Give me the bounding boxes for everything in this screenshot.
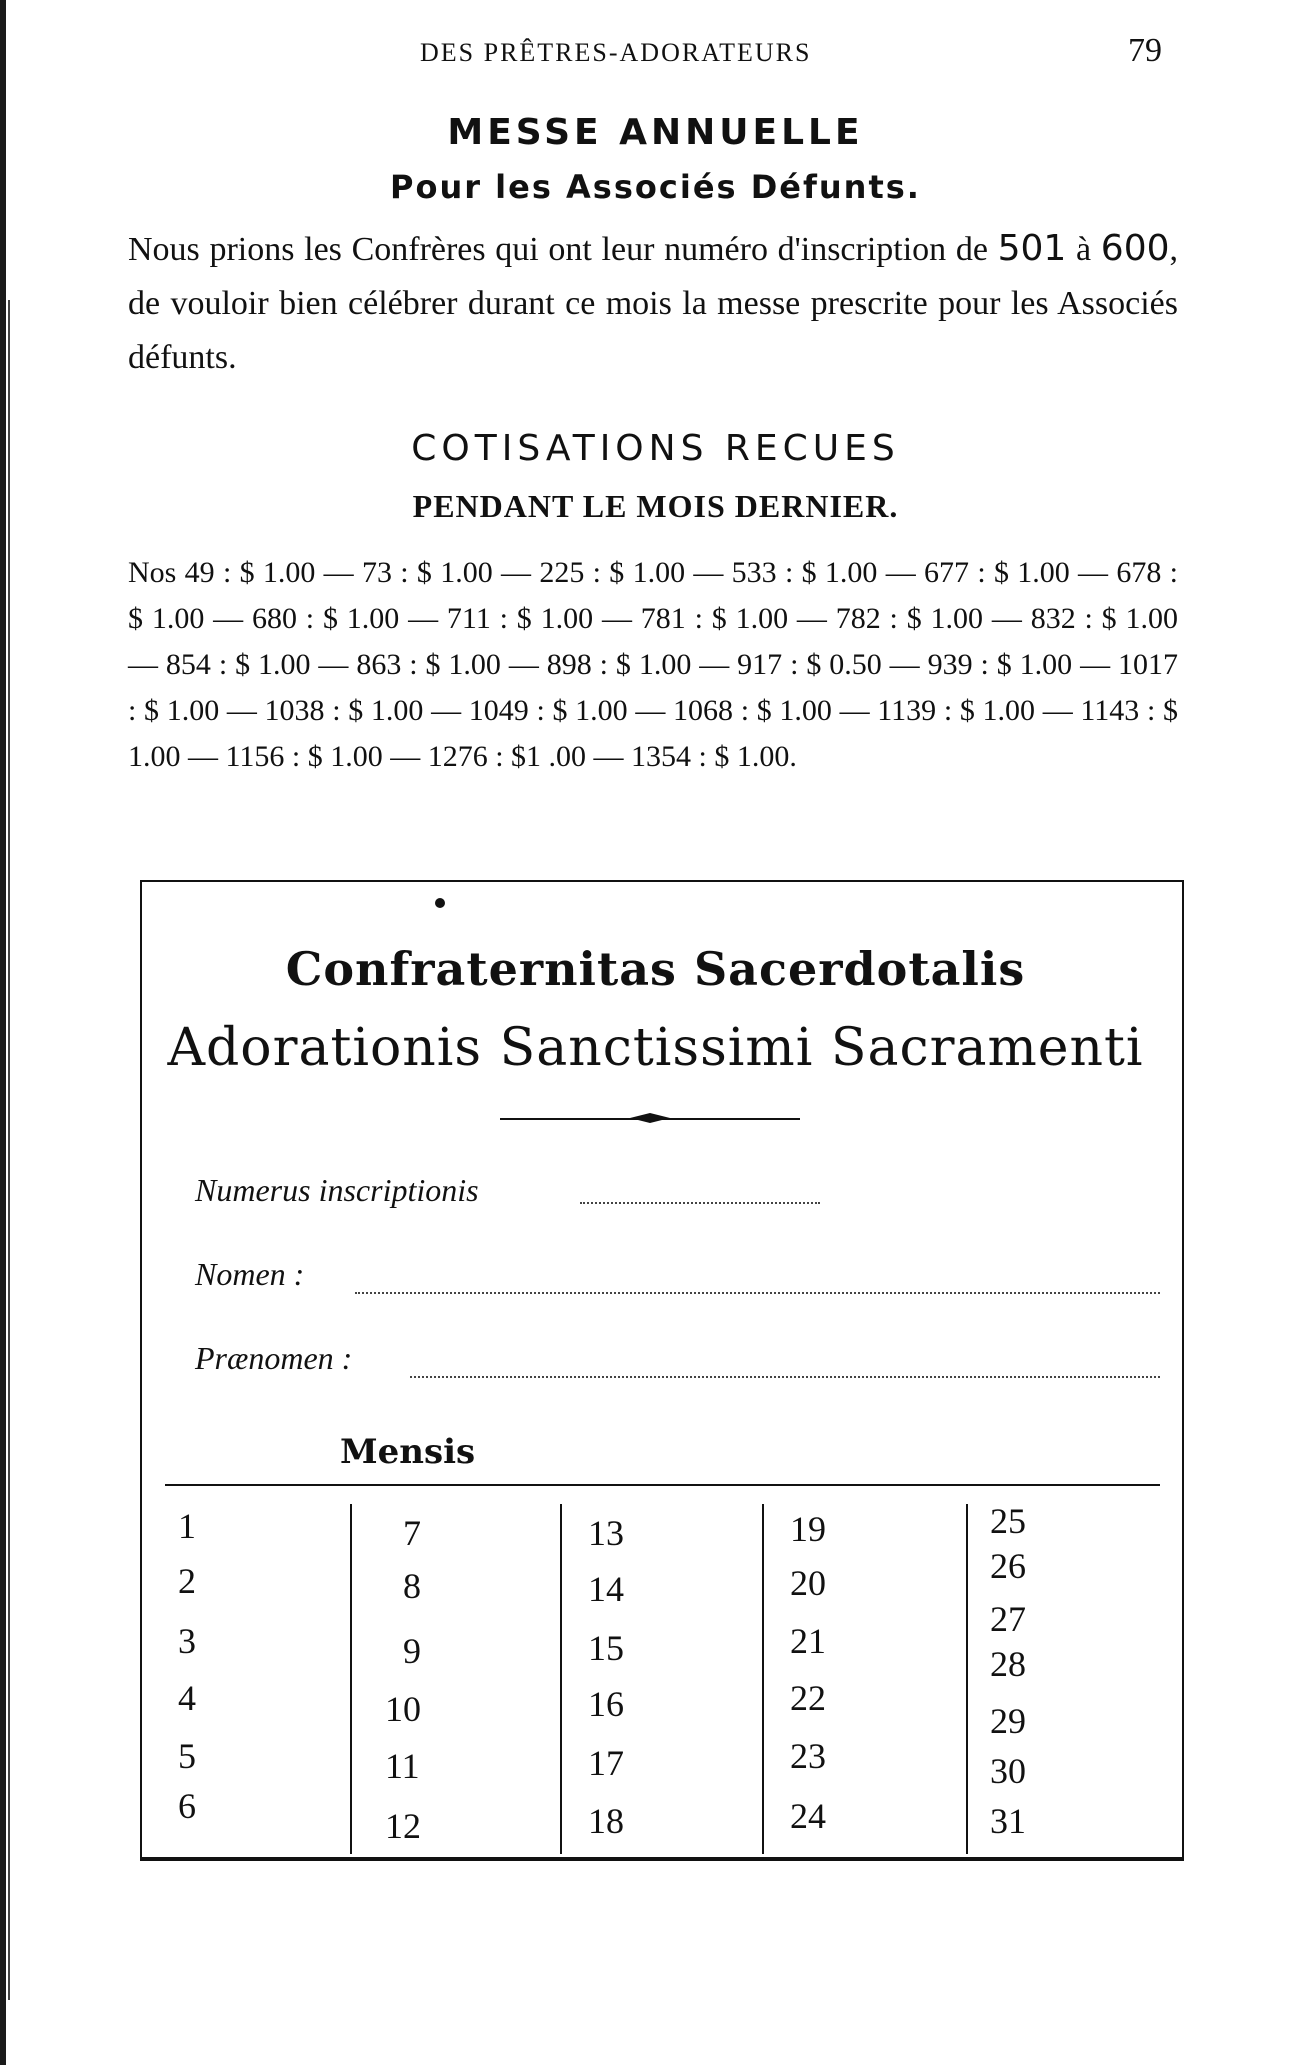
para-text-3: , de vouloir bien célébrer durant ce mois la messe prescrite pour les Associés défunts. bbox=[128, 231, 1179, 376]
bullet-mark bbox=[435, 898, 445, 908]
field-praenomen-line[interactable] bbox=[410, 1374, 1160, 1378]
day-cell[interactable]: 3 bbox=[178, 1621, 196, 1661]
column-divider bbox=[560, 1504, 562, 1854]
day-cell[interactable]: 13 bbox=[588, 1513, 624, 1553]
day-cell[interactable]: 5 bbox=[178, 1736, 196, 1776]
day-cell[interactable]: 18 bbox=[588, 1801, 624, 1841]
messe-paragraph bbox=[128, 222, 1178, 385]
mensis-label: Mensis bbox=[340, 1432, 476, 1472]
column-divider bbox=[966, 1504, 968, 1854]
form-title-line1: Confraternitas Sacerdotalis bbox=[285, 942, 1026, 996]
binding-shadow bbox=[8, 300, 10, 2000]
field-praenomen-label: Prænomen : bbox=[195, 1340, 353, 1376]
field-nomen-line[interactable] bbox=[355, 1290, 1160, 1294]
day-cell[interactable]: 8 bbox=[403, 1566, 421, 1606]
day-cell[interactable]: 15 bbox=[588, 1628, 624, 1668]
day-cell[interactable]: 6 bbox=[178, 1786, 196, 1826]
column-divider bbox=[350, 1504, 352, 1854]
day-cell[interactable]: 9 bbox=[403, 1631, 421, 1671]
day-cell[interactable]: 17 bbox=[588, 1743, 624, 1783]
cotisations-list: Nos 49 : $ 1.00 — 73 : $ 1.00 — 225 : $ 1.00 — 533 : $ 1.00 — 677 : $ 1.00 — 678 : $ 1.00 — 680 : $ 1.00 — 711 : $ 1.00 — 781 : $ 1.00 — 782 : $ 1.00 — 832 : $ 1.00 — 854 : $ 1.00 — 863 : $ 1.00 — 898 : $ 1.00 — 917 : $ 0.50 — 939 : $ 1.00 — 1017 : $ 1.00 — 1038 : $ 1.00 — 1049 : $ 1.00 — 1068 : $ 1.00 — 1139 : $ 1.00 — 1143 : $ 1.00 — 1156 : $ 1.00 — 1276 : $1 .00 — 1354 : $ 1.00. bbox=[128, 556, 1178, 773]
field-numerus-label: Numerus inscriptionis bbox=[195, 1172, 479, 1208]
cotisations-title: COTISATIONS RECUES bbox=[411, 428, 900, 469]
day-cell[interactable]: 23 bbox=[790, 1736, 826, 1776]
para-text-1: Nous prions les Confrères qui ont leur numéro d'inscription de bbox=[128, 231, 998, 268]
day-cell[interactable]: 26 bbox=[990, 1546, 1026, 1586]
running-head: DES PRÊTRES-ADORATEURS bbox=[420, 38, 812, 67]
field-nomen-label: Nomen : bbox=[195, 1256, 305, 1292]
day-cell[interactable]: 11 bbox=[385, 1746, 420, 1786]
day-cell[interactable]: 29 bbox=[990, 1701, 1026, 1741]
cotisations-subtitle: PENDANT LE MOIS DERNIER. bbox=[412, 488, 899, 524]
day-cell[interactable]: 12 bbox=[385, 1806, 421, 1846]
day-cell[interactable]: 27 bbox=[990, 1599, 1026, 1639]
day-cell[interactable]: 22 bbox=[790, 1678, 826, 1718]
day-cell[interactable]: 2 bbox=[178, 1561, 196, 1601]
days-table-rule bbox=[165, 1484, 1160, 1486]
day-cell[interactable]: 25 bbox=[990, 1501, 1026, 1541]
column-divider bbox=[762, 1504, 764, 1854]
page-number: 79 bbox=[1128, 32, 1162, 69]
messe-subtitle: Pour les Associés Défunts. bbox=[390, 168, 921, 206]
day-cell[interactable]: 14 bbox=[588, 1569, 624, 1609]
para-text-2: à bbox=[1066, 231, 1101, 268]
day-cell[interactable]: 20 bbox=[790, 1563, 826, 1603]
num-to: 600 bbox=[1100, 228, 1170, 269]
day-cell[interactable]: 4 bbox=[178, 1678, 196, 1718]
day-cell[interactable]: 24 bbox=[790, 1796, 826, 1836]
day-cell[interactable]: 30 bbox=[990, 1751, 1026, 1791]
day-cell[interactable]: 10 bbox=[385, 1689, 421, 1729]
messe-title: MESSE ANNUELLE bbox=[447, 112, 864, 153]
field-numerus-line[interactable] bbox=[580, 1200, 820, 1204]
day-cell[interactable]: 21 bbox=[790, 1621, 826, 1661]
rule-ornament-icon bbox=[630, 1112, 670, 1124]
num-from: 501 bbox=[997, 228, 1067, 269]
day-cell[interactable]: 19 bbox=[790, 1509, 826, 1549]
day-cell[interactable]: 7 bbox=[403, 1513, 421, 1553]
day-cell[interactable]: 1 bbox=[178, 1506, 196, 1546]
day-cell[interactable]: 16 bbox=[588, 1684, 624, 1724]
day-cell[interactable]: 28 bbox=[990, 1644, 1026, 1684]
form-title-line2: Adorationis Sanctissimi Sacramenti bbox=[167, 1018, 1144, 1078]
day-cell[interactable]: 31 bbox=[990, 1801, 1026, 1841]
